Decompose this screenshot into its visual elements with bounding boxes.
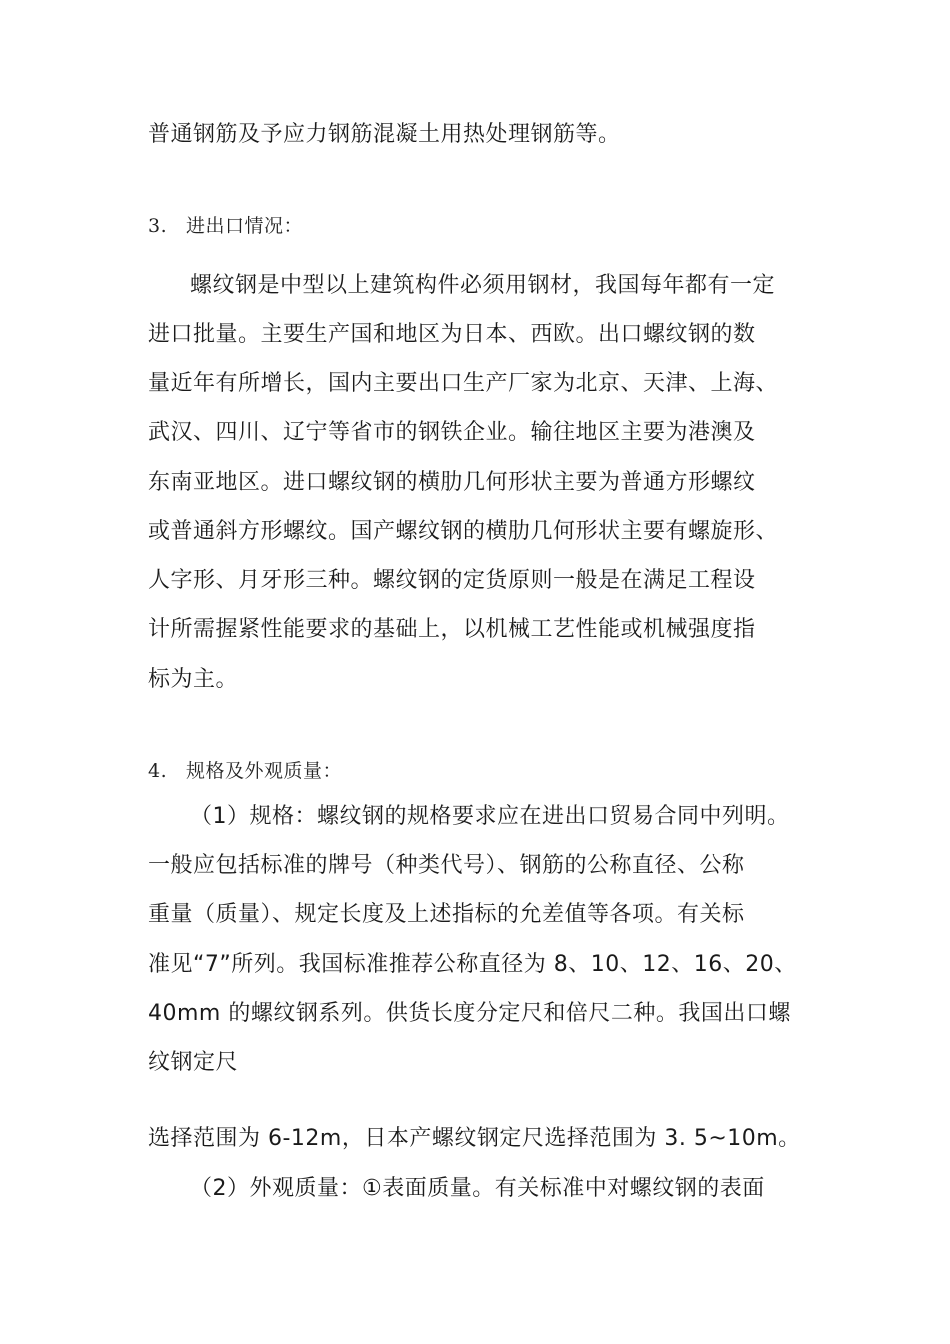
paragraph-line: 40mm 的螺纹钢系列。供货长度分定尺和倍尺二种。我国出口螺 (148, 1001, 791, 1026)
paragraph-line: 计所需握紧性能要求的基础上，以机械工艺性能或机械强度指 (148, 617, 756, 642)
section-4-heading (148, 756, 342, 786)
section-3-title: 进出口情况： (186, 215, 304, 237)
paragraph-line: 一般应包括标准的牌号（种类代号）、钢筋的公称直径、公称 (148, 853, 745, 878)
paragraph-line: 量近年有所增长，国内主要出口生产厂家为北京、天津、上海、 (148, 371, 779, 396)
appearance-line: （2）外观质量：①表面质量。有关标准中对螺纹钢的表面 (190, 1176, 765, 1201)
paragraph-line: 或普通斜方形螺纹。国产螺纹钢的横肋几何形状主要有螺旋形、 (148, 519, 779, 544)
paragraph-line: 东南亚地区。进口螺纹钢的横肋几何形状主要为普通方形螺纹 (148, 470, 756, 495)
paragraph-line: （1）规格：螺纹钢的规格要求应在进出口贸易合同中列明。 (190, 804, 790, 829)
paragraph-line: 标为主。 (148, 667, 239, 692)
paragraph-line: 人字形、月牙形三种。螺纹钢的定货原则一般是在满足工程设 (148, 568, 756, 593)
section-3-number: 3. (148, 215, 168, 237)
section-4-number: 4. (148, 760, 168, 782)
paragraph-line: 武汉、四川、辽宁等省市的钢铁企业。输往地区主要为港澳及 (148, 420, 756, 445)
continuation-line: 普通钢筋及予应力钢筋混凝土用热处理钢筋等。 (148, 122, 621, 147)
range-line: 选择范围为 6-12m，日本产螺纹钢定尺选择范围为 3. 5~10m。 (148, 1126, 801, 1151)
paragraph-line: 进口批量。主要生产国和地区为日本、西欧。出口螺纹钢的数 (148, 322, 756, 347)
paragraph-line: 螺纹钢是中型以上建筑构件必须用钢材，我国每年都有一定 (190, 273, 776, 298)
paragraph-line: 纹钢定尺 (148, 1050, 239, 1075)
paragraph-line: 准见“7”所列。我国标准推荐公称直径为 8、10、12、16、20、 (148, 952, 797, 977)
section-3-heading (148, 211, 303, 241)
section-4-title: 规格及外观质量： (186, 760, 343, 782)
paragraph-line: 重量（质量）、规定长度及上述指标的允差值等各项。有关标 (148, 902, 745, 927)
